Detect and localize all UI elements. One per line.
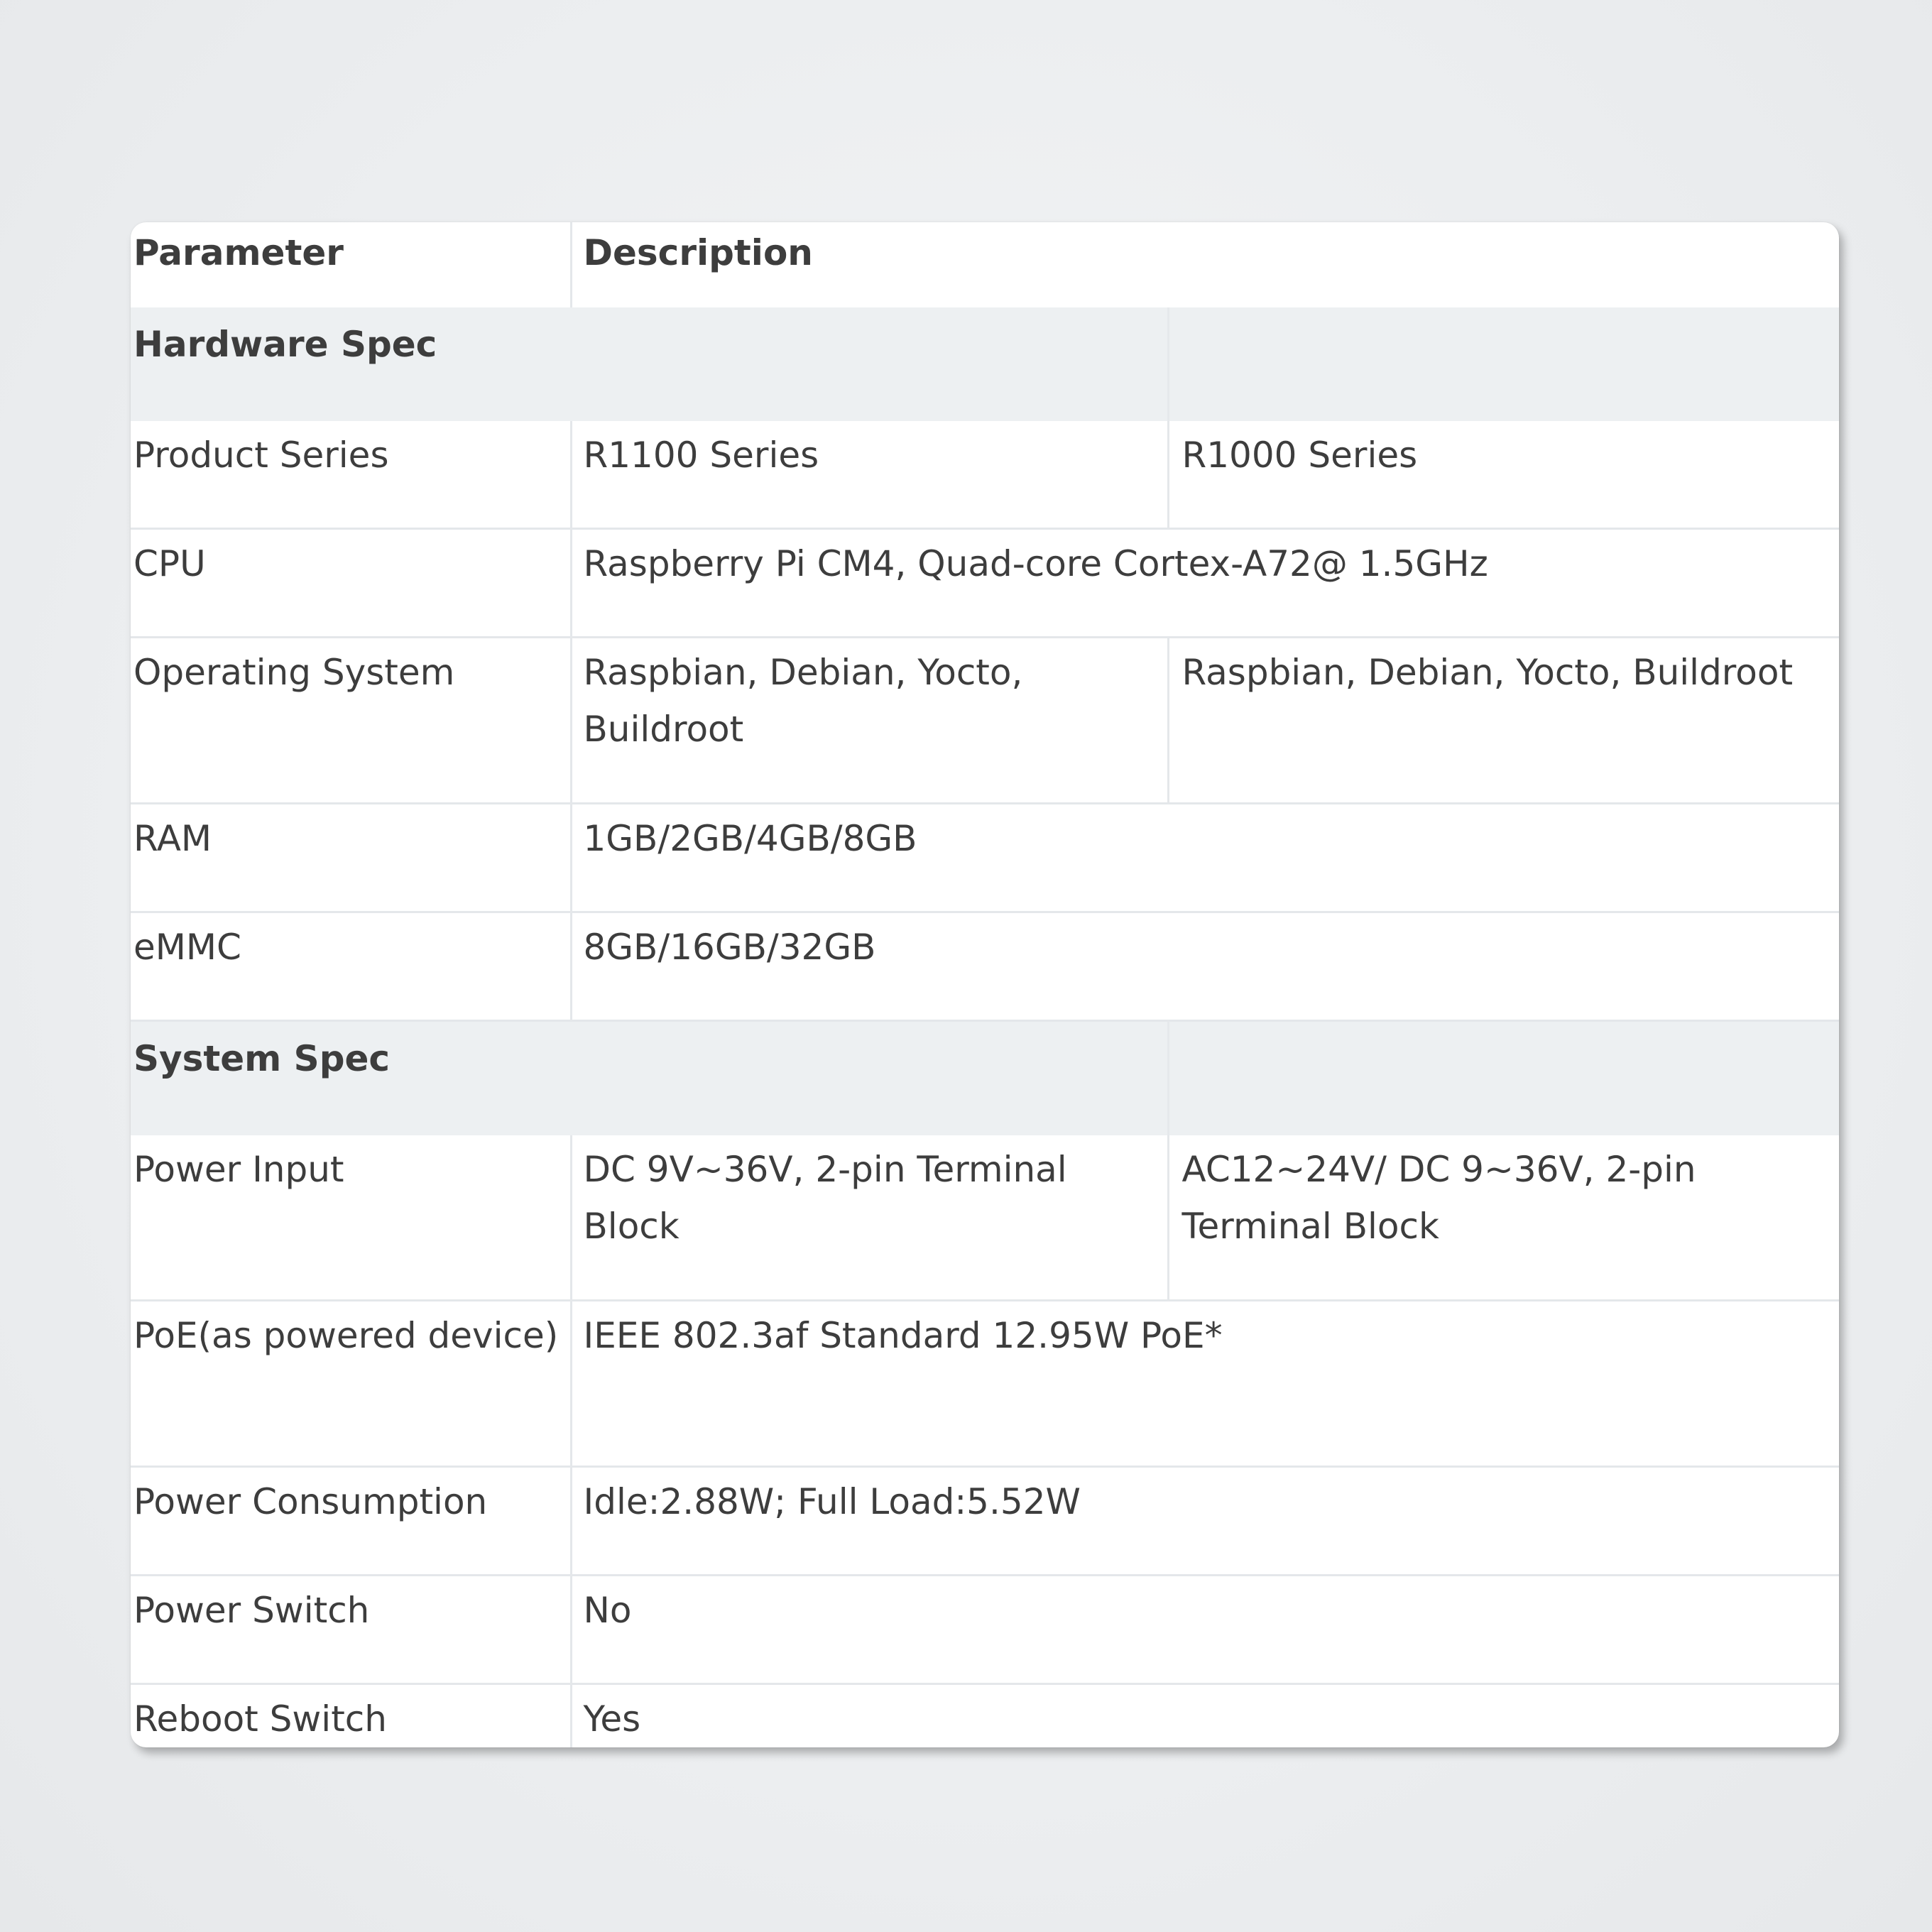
row-label-reboot-switch: Reboot Switch — [133, 1698, 387, 1740]
row-label-power-consumption: Power Consumption — [131, 1467, 571, 1576]
cell-r1000-os: Raspbian, Debian, Yocto, Buildroot — [1168, 638, 1839, 804]
cell-r1100-os: Raspbian, Debian, Yocto, Buildroot — [571, 638, 1168, 804]
section-filler — [1168, 1021, 1839, 1136]
row-label-emmc: eMMC — [131, 912, 571, 1021]
section-title-hardware: Hardware Spec — [131, 307, 1168, 421]
row-label-poe: PoE(as powered device) — [131, 1301, 571, 1467]
table-row — [131, 529, 1839, 638]
table-row — [131, 1467, 1839, 1576]
table-row — [131, 804, 1839, 912]
header-description: Description — [571, 222, 1839, 307]
spec-table-card — [131, 222, 1839, 1747]
table-row — [131, 1135, 1839, 1301]
cell-emmc: 8GB/16GB/32GB — [571, 912, 1839, 1021]
cell-r1100-power-input: DC 9V~36V, 2-pin Terminal Block — [571, 1135, 1168, 1301]
cell-r1000-product-series: R1000 Series — [1168, 421, 1839, 529]
cell-poe: IEEE 802.3af Standard 12.95W PoE* — [571, 1301, 1839, 1467]
section-filler — [1168, 307, 1839, 421]
row-label-power-input: Power Input — [131, 1135, 571, 1301]
table-row — [131, 1576, 1839, 1684]
cell-power-consumption: Idle:2.88W; Full Load:5.52W — [571, 1467, 1839, 1576]
table-row — [131, 1684, 1839, 1748]
table-row — [131, 638, 1839, 804]
section-row-system — [131, 1021, 1839, 1136]
section-row-hardware — [131, 307, 1839, 421]
table-row — [131, 912, 1839, 1021]
spec-table — [131, 222, 1839, 1747]
table-header-row — [131, 222, 1839, 307]
section-title-system: System Spec — [131, 1021, 1168, 1136]
cell-power-switch: No — [571, 1576, 1839, 1684]
row-label-ram: RAM — [131, 804, 571, 912]
table-row — [131, 1301, 1839, 1467]
cell-cpu: Raspberry Pi CM4, Quad-core Cortex-A72@ 1.5GHz — [571, 529, 1839, 638]
table-row — [131, 421, 1839, 529]
cell-r1000-power-input: AC12~24V/ DC 9~36V, 2-pin Terminal Block — [1168, 1135, 1839, 1301]
header-parameter: Parameter — [133, 232, 344, 273]
row-label-cpu: CPU — [131, 529, 571, 638]
cell-ram: 1GB/2GB/4GB/8GB — [571, 804, 1839, 912]
cell-r1100-product-series: R1100 Series — [571, 421, 1168, 529]
row-label-product-series: Product Series — [131, 421, 571, 529]
cell-reboot-switch: Yes — [571, 1684, 1839, 1748]
row-label-os: Operating System — [131, 638, 571, 804]
row-label-power-switch: Power Switch — [131, 1576, 571, 1684]
